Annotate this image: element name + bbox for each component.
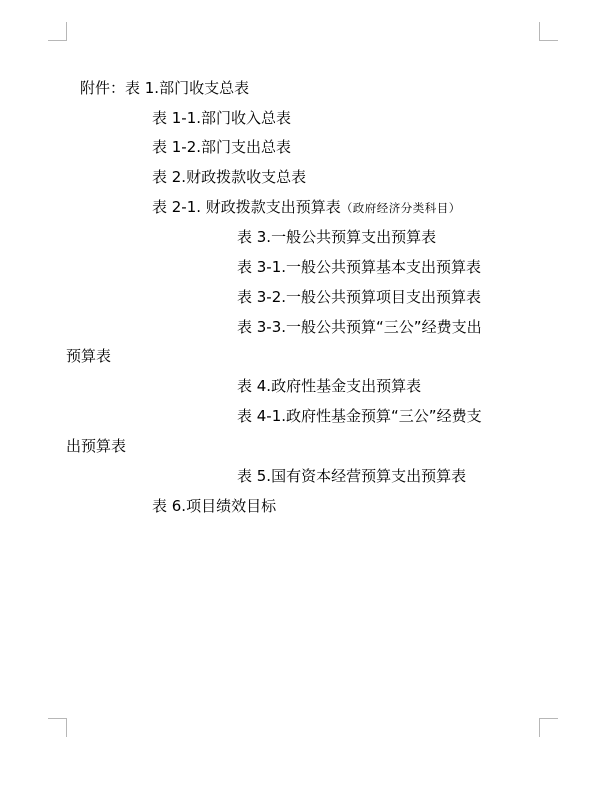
crop-mark-bottom-left	[48, 718, 67, 737]
attachment-line-1-1: 表 1-1.部门收入总表	[152, 109, 292, 127]
crop-mark-top-right	[539, 22, 558, 41]
attachment-line-3-2: 表 3-2.一般公共预算项目支出预算表	[237, 288, 482, 306]
attachment-line-3: 表 3.一般公共预算支出预算表	[237, 228, 437, 246]
attachment-line-3-1: 表 3-1.一般公共预算基本支出预算表	[237, 258, 482, 276]
attachment-heading-line: 附件：表 1.部门收支总表	[80, 79, 250, 97]
attachment-line-2-1: 表 2-1. 财政拨款支出预算表（政府经济分类科目）	[152, 198, 461, 216]
attachment-line-1-2: 表 1-2.部门支出总表	[152, 138, 292, 156]
attachment-line-2: 表 2.财政拨款收支总表	[152, 168, 307, 186]
classification-note: （政府经济分类科目）	[340, 201, 461, 215]
attachment-line-4-1: 表 4-1.政府性基金预算“三公”经费支	[237, 407, 482, 425]
attachment-line-4-1-continued: 出预算表	[66, 437, 127, 455]
crop-mark-bottom-right	[539, 718, 558, 737]
attachment-line-3-3-continued: 预算表	[66, 347, 112, 365]
crop-mark-top-left	[48, 22, 67, 41]
attachment-line-6: 表 6.项目绩效目标	[152, 497, 277, 515]
attachment-line-5: 表 5.国有资本经营预算支出预算表	[237, 467, 467, 485]
attachment-line-4: 表 4.政府性基金支出预算表	[237, 377, 422, 395]
attachment-line-3-3: 表 3-3.一般公共预算“三公”经费支出	[237, 318, 482, 336]
